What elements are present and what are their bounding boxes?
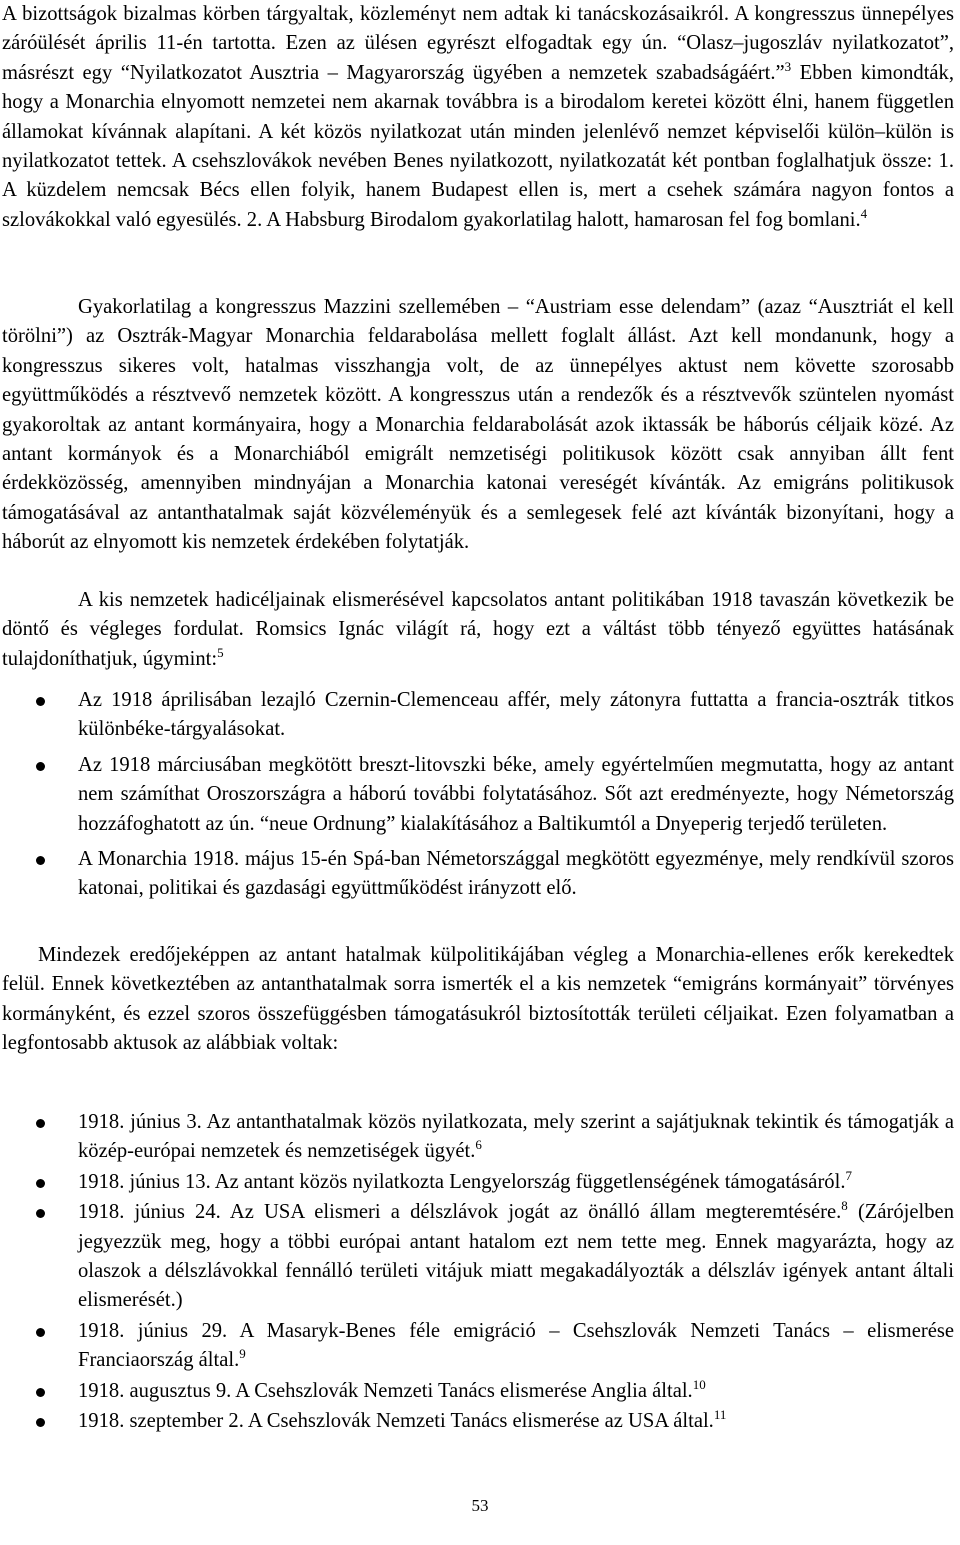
list-item-text: Az 1918 áprilisában lezajló Czernin-Clemenceau affér, mely zátonyra futtatta a francia-osztrák titkos különbéke-tárgyalásokat.: [78, 689, 954, 741]
paragraph-4: [2, 941, 954, 1059]
bullet-icon: [36, 1418, 45, 1427]
bullet-icon: [36, 762, 45, 771]
footnote-ref: 6: [475, 1137, 482, 1153]
bullet-icon: [36, 1209, 45, 1218]
paragraph-3-text: A kis nemzetek hadicéljainak elismerésével kapcsolatos antant politikában 1918 tavaszán következik be döntő és végleges fordulat. Romsics Ignác világít rá, hogy ezt a váltást több tényező együttes hatásának tulajdoníthatjuk, úgymint:: [2, 589, 954, 670]
footnote-ref: 7: [845, 1167, 852, 1183]
paragraph-2: [2, 293, 954, 558]
list-item: [0, 1317, 954, 1376]
footnote-ref: 4: [860, 205, 868, 221]
paragraph-1: [2, 0, 954, 235]
footnote-ref: 3: [784, 58, 792, 74]
list-item: [0, 686, 954, 745]
footnote-ref: 11: [713, 1407, 727, 1423]
page-number: 53: [471, 1496, 489, 1515]
list-item: [0, 1168, 954, 1197]
footnote-ref: 5: [217, 644, 224, 660]
paragraph-4-text: Mindezek eredőjeképpen az antant hatalmak külpolitikájában végleg a Monarchia-ellenes erők kerekedtek felül. Ennek következtében az antanthatalmak sorra ismerték el a kis nemzetek “emigráns kormányait” törvényes kormányként, és ezzel szoros összefüggésben támogatásukról biztosították területi céljaikat. Ezen folyamatban a legfontosabb aktusok az alábbiak voltak:: [2, 944, 954, 1055]
list-item-text: 1918. augusztus 9. A Csehszlovák Nemzeti Tanács elismerése Anglia által.: [78, 1379, 693, 1402]
paragraph-2-text: Gyakorlatilag a kongresszus Mazzini szellemében – “Austriam esse delendam” (azaz “Ausztriát el kell törölni”) az Osztrák-Magyar Monarchia feldarabolása mellett foglalt állást. Azt kell mondanunk, hogy a kongresszus sikeres volt, hatalmas visszhangja volt, de az ünnepélyes aktust nem követte szorosabb együttműködés a résztvevő nemzetek között. A kongresszus után a rendezők és a résztvevők szüntelen nyomást gyakoroltak az antant kormányaira, hogy a Monarchia feldarabolását azok iktassák be háborús céljaik közé. Az antant kormányok és a Monarchiából emigrált nemzetiségi politikusok között csak annyiban állt fent érdekközösség, amennyiben mindnyájan a Monarchia katonai vereségét kívánták. Az emigráns politikusok támogatásával az antanthatalmak saját közvéleményük és a semlegesek felé azt kívánták bizonyítani, hogy a háborút az elnyomott kis nemzetek érdekében folytatják.: [2, 296, 954, 554]
list-item: [0, 845, 954, 904]
list-item: [0, 751, 954, 839]
events-list: [0, 1108, 954, 1437]
paragraph-3: [2, 586, 954, 674]
list-item: [0, 1377, 954, 1406]
list-item-text: 1918. június 13. Az antant közös nyilatkozta Lengyelország függetlenségének támogatásáról.: [78, 1170, 846, 1193]
list-item-text: 1918. szeptember 2. A Csehszlovák Nemzeti Tanács elismerése az USA által.: [78, 1410, 714, 1433]
paragraph-1-text: A bizottságok bizalmas körben tárgyaltak, közleményt nem adtak ki tanácskozásaikról. A kongresszus ünnepélyes záróülését április 11-én tartotta. Ezen az ülésen egyrészt elfogadtak egy ún. “Olasz–jugoszláv nyilatkozatot”, másrészt egy “Nyilatkozatot Ausztria – Magyarország ügyében a nemzetek szabadságáért.”: [2, 3, 954, 84]
list-item-text: Az 1918 márciusában megkötött breszt-litovszki béke, amely egyértelműen megmutatta, hogy az antant nem számíthat Oroszországra a háború további folytatásához. Sőt azt eredményezte, hogy Németország hozzáfoghatott az ún. “neue Ordnung” kialakításához a Baltikumtól a Dnyeperig terjedő területen.: [78, 753, 954, 835]
bullet-icon: [36, 856, 45, 865]
footnote-ref: 9: [239, 1346, 246, 1362]
footnote-ref: 10: [692, 1376, 706, 1392]
list-item-text: 1918. június 3. Az antanthatalmak közös nyilatkozata, mely szerint a sajátjuknak tekintik és támogatják a közép-európai nemzetek és nemzetiségek ügyét.: [78, 1111, 954, 1163]
list-item-text: 1918. június 24. Az USA elismeri a délszlávok jogát az önálló állam megteremtésére.: [78, 1201, 842, 1224]
bullet-icon: [36, 1328, 45, 1337]
list-item: [0, 1198, 954, 1316]
bullet-icon: [36, 1388, 45, 1397]
list-item-text-cont: (Zárójelben jegyezzük meg, hogy a többi európai antant hatalom ezt nem tette meg. Ennek magyarázta, hogy az olaszok a délszlávokkal fennálló területi vitájuk miatt megakadályozták a délszláv igények antant általi elismerését.): [78, 1201, 954, 1312]
list-item-text: 1918. június 29. A Masaryk-Benes féle emigráció – Csehszlovák Nemzeti Tanács – elismerése Franciaország által.: [78, 1319, 954, 1372]
bullet-icon: [36, 1179, 45, 1188]
list-item: [0, 1407, 954, 1436]
footnote-ref: 8: [841, 1198, 848, 1214]
factor-list: [0, 686, 954, 910]
list-item-text: A Monarchia 1918. május 15-én Spá-ban Németországgal megkötött egyezménye, mely rendkívül szoros katonai, politikai és gazdasági együttműködést irányzott elő.: [78, 848, 954, 900]
bullet-icon: [36, 697, 45, 706]
paragraph-1-text-cont: Ebben kimondták, hogy a Monarchia elnyomott nemzetei nem akarnak továbbra is a birodalom keretei között élni, hanem független államokat kívánnak alapítani. A két közös nyilatkozat után minden jelenlévő nemzet képviselői külön–külön is nyilatkozatot tettek. A csehszlovákok nevében Benes nyilatkozott, nyilatkozatát két pontban foglalhatjuk össze: 1. A küzdelem nemcsak Bécs ellen folyik, hanem Budapest ellen is, mert a csehek számára nagyon fontos a szlovákokkal való egyesülés. 2. A Habsburg Birodalom gyakorlatilag halott, hamarosan fel fog bomlani.: [2, 61, 954, 231]
list-item: [0, 1108, 954, 1167]
bullet-icon: [36, 1119, 45, 1128]
